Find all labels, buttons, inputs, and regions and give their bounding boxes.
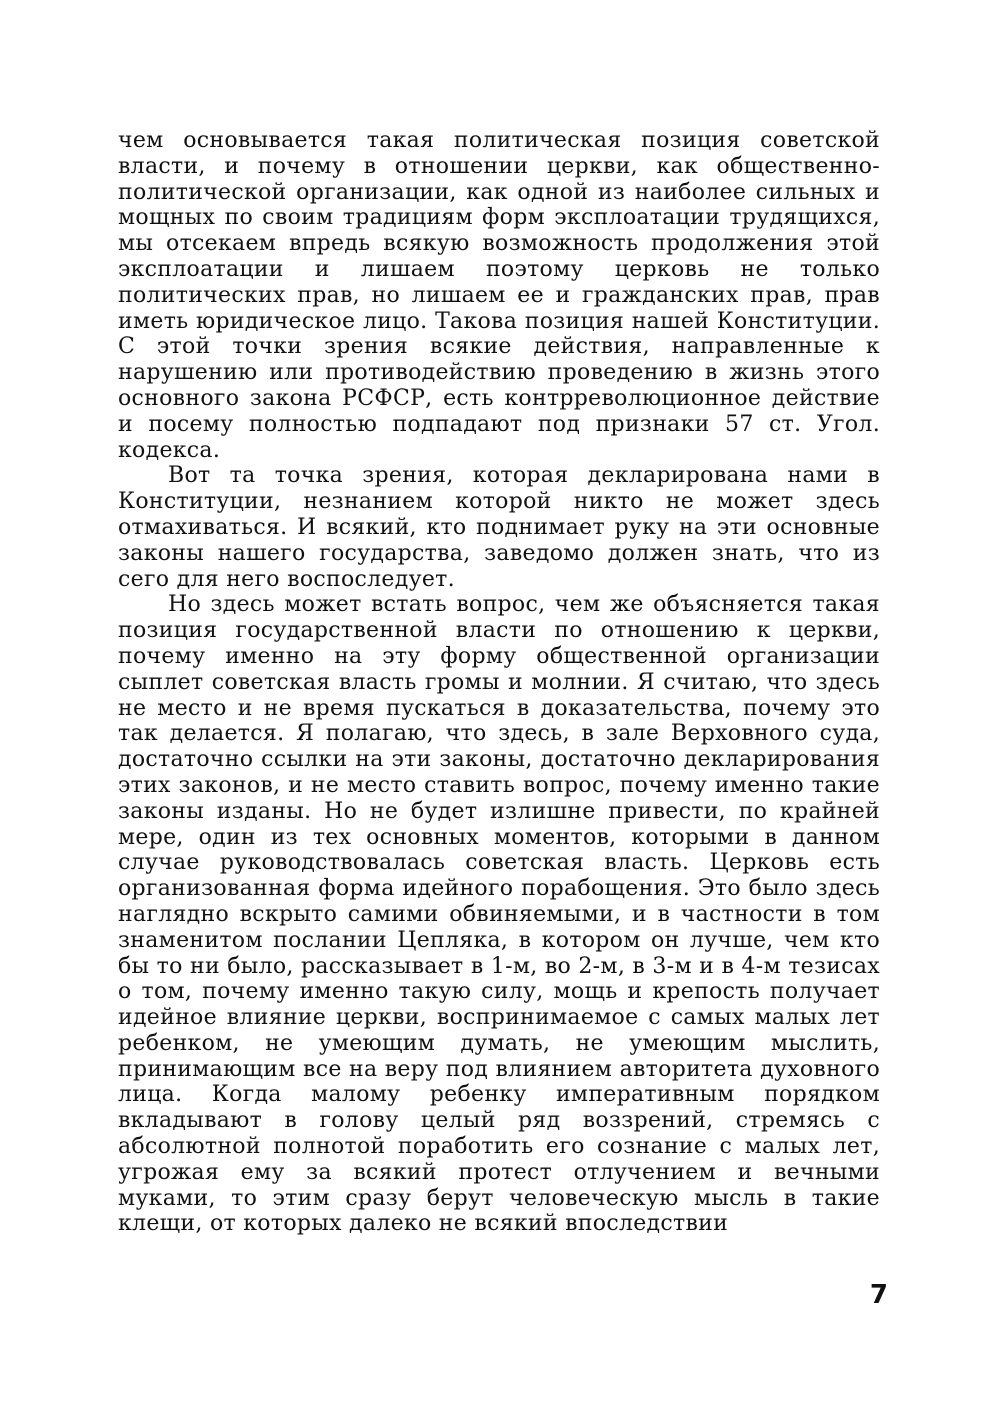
page-number: 7 [869, 1280, 888, 1310]
paragraph-3: Но здесь может встать вопрос, чем же объясняется такая позиция государственной власти по отношению к церкви, почему именно на эту форму общественной организации сыплет советская власть громы и молнии. Я считаю, что здесь не место и не время пускаться в доказательства, почему это так делается. Я полагаю, что здесь, в зале Верховного суда, достаточно ссылки на эти законы, достаточно декларирования этих законов, и не место ставить вопрос, почему именно такие законы изданы. Но не будет излишне привести, по крайней мере, один из тех основных моментов, которыми в данном случае руководствовалась советская власть. Церковь есть организованная форма идейного порабощения. Это было здесь наглядно вскрыто самими обвиняемыми, и в частности в том знаменитом послании Цепляка, в котором он лучше, чем кто бы то ни было, рассказывает в 1-м, во 2-м, в 3-м и в 4-м тезисах о том, почему именно такую силу, мощь и крепость получает идейное влияние церкви, воспринимаемое с самых малых лет ребенком, не умеющим думать, не умеющим мыслить, принимающим все на веру под влиянием авторитета духовного лица. Когда малому ребенку императивным порядком вкладывают в голову целый ряд воззрений, стремясь с абсолютной полнотой поработить его сознание с малых лет, угрожая ему за всякий протест отлучением и вечными муками, то этим сразу берут человеческую мысль в такие клещи, от которых далеко не всякий впоследствии [118, 592, 880, 1237]
paragraph-2: Вот та точка зрения, которая декларирована нами в Конституции, незнанием которой никто не может здесь отмахиваться. И всякий, кто поднимает руку на эти основные законы нашего государства, заведомо должен знать, что из сего для него воспоследует. [118, 463, 880, 592]
body-text [118, 128, 880, 1237]
paragraph-1: чем основывается такая политическая позиция советской власти, и почему в отношении церкви, как общественно-политической организации, как одной из наиболее сильных и мощных по своим традициям форм эксплоатации трудящихся, мы отсекаем впредь всякую возможность продолжения этой эксплоатации и лишаем поэтому церковь не только политических прав, но лишаем ее и гражданских прав, прав иметь юридическое лицо. Такова позиция нашей Конституции. С этой точки зрения всякие действия, направленные к нарушению или противодействию проведению в жизнь этого основного закона РСФСР, есть контрреволюционное действие и посему полностью подпадают под признаки 57 ст. Угол. кодекса. [118, 128, 880, 463]
